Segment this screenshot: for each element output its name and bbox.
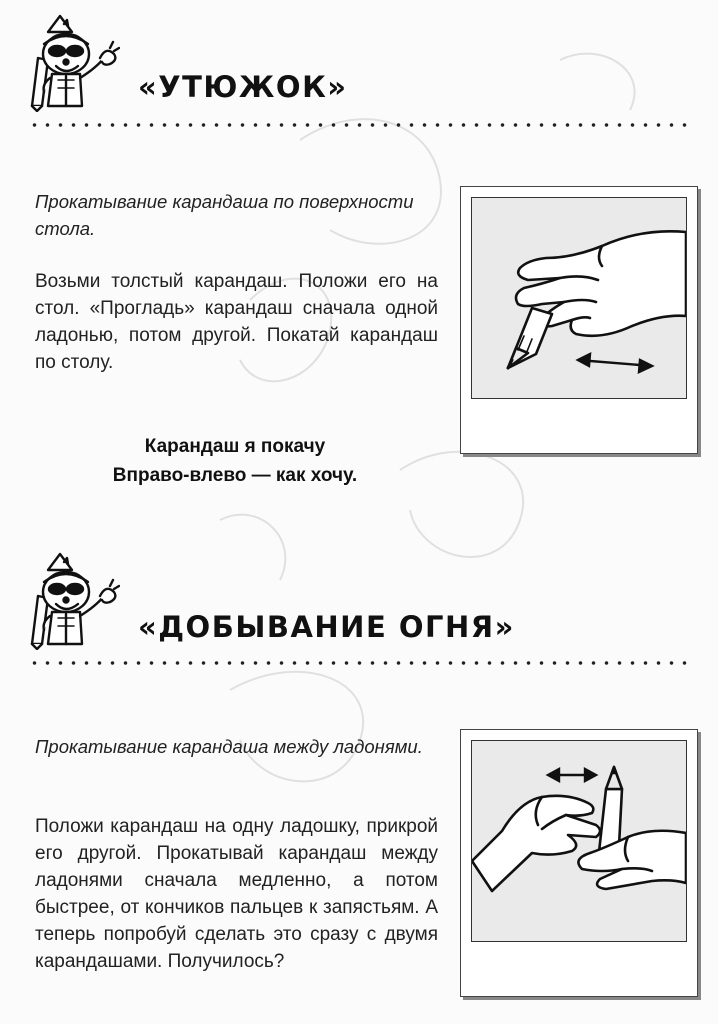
section-title: «УТЮЖОК» (138, 70, 348, 104)
pencil-between-palms-icon (471, 740, 687, 942)
poem-line: Вправо-влево — как хочу. (112, 465, 358, 486)
dotted-divider (28, 660, 692, 666)
pencil-mascot-icon (20, 552, 120, 650)
section-instructions: Возьми толстый карандаш. Положи его на стол. «Прогладь» карандаш сначала одной ладонью, потом другой. Покатай карандаш по столу. (35, 271, 438, 373)
section-poem (35, 432, 435, 490)
section-instructions: Положи карандаш на одну ладошку, прикрой его другой. Прокатывай карандаш между ладонями сначала медленно, а потом быстрее, от кончиков пальцев к запястьям. А теперь попробуй сделать это сразу с двумя карандашами. Получилось? (35, 816, 438, 972)
section-title: «ДОБЫВАНИЕ ОГНЯ» (138, 610, 515, 644)
pencil-mascot-icon (20, 14, 120, 112)
illustration-frame (460, 729, 698, 997)
dotted-divider (28, 122, 692, 128)
hand-rolling-pencil-icon (471, 197, 687, 399)
section-intro: Прокатывание карандаша между ладонями. (35, 736, 423, 757)
poem-line: Карандаш я покачу (144, 436, 326, 457)
illustration-frame (460, 186, 698, 454)
section-intro: Прокатывание карандаша по поверхности стола. (35, 191, 414, 239)
